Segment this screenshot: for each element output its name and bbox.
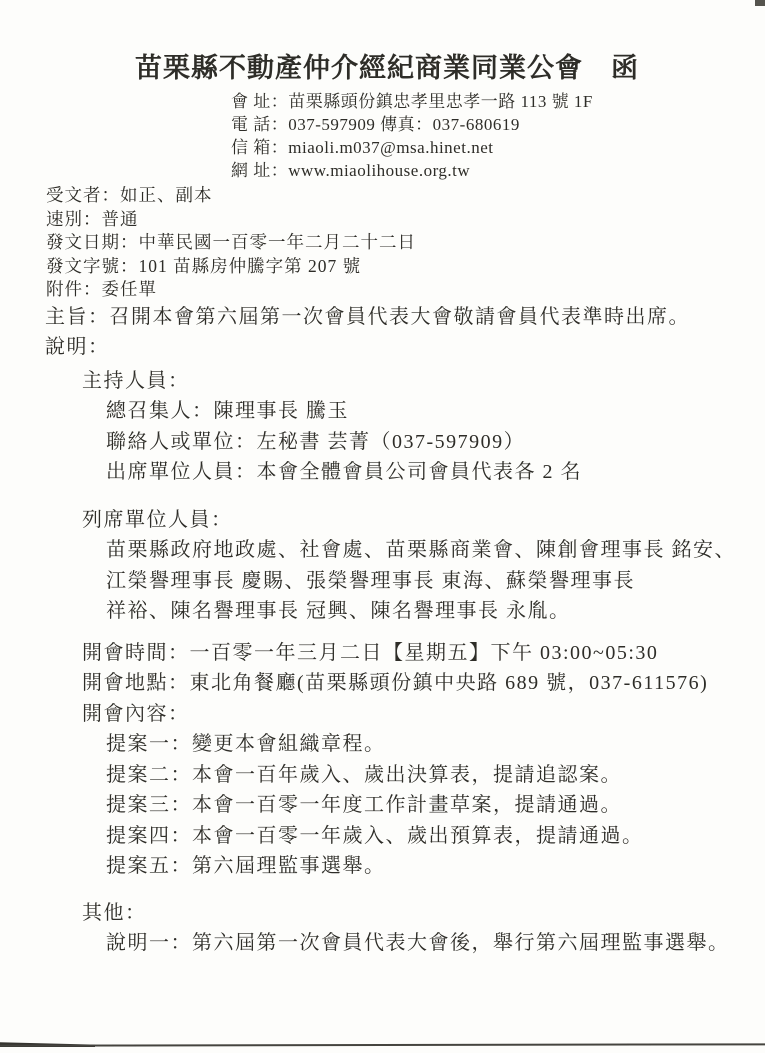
others-heading: 其他： [82, 901, 147, 924]
attachment-line: 附件：委任單 [46, 279, 157, 299]
meeting-place-line: 開會地點：東北角餐廳(苗栗縣頭份鎮中央路 689 號，037-611576) [82, 672, 709, 694]
host-personnel-heading: 主持人員： [82, 369, 190, 392]
document-title: 苗栗縣不動產仲介經紀商業同業公會 函 [135, 53, 639, 83]
observers-line-1: 苗栗縣政府地政處、社會處、苗栗縣商業會、陳創會理事長 銘安、 [106, 539, 736, 561]
recipient-line: 受文者：如正、副本 [46, 185, 213, 205]
reference-number-line: 發文字號：101 苗縣房仲騰字第 207 號 [46, 255, 362, 276]
meta-block [46, 184, 765, 302]
contact-address-line: 會 址：苗栗縣頭份鎮忠孝里忠孝一路 113 號 1F [231, 92, 593, 111]
speed-class-line: 速別：普通 [46, 208, 139, 229]
subject-line: 主旨：召開本會第六屆第一次會員代表大會敬請會員代表準時出席。 [45, 305, 690, 328]
contact-person-line: 聯絡人或單位：左秘書 芸菁（037-597909） [106, 430, 526, 453]
meeting-content-heading: 開會內容： [82, 702, 190, 725]
meeting-time-line: 開會時間：一百零一年三月二日【星期五】下午 03:00~05:30 [82, 641, 659, 664]
contact-website-line: 網 址：www.miaolihouse.org.tw [231, 161, 471, 180]
proposal-1-line: 提案一：變更本會組織章程。 [106, 733, 386, 755]
proposal-5-line: 提案五：第六屆理監事選舉。 [106, 855, 386, 877]
others-note-line: 說明一：第六屆第一次會員代表大會後，舉行第六屆理監事選舉。 [106, 932, 730, 954]
observers-line-3: 祥裕、陳名譽理事長 冠興、陳名譽理事長 永胤。 [106, 600, 571, 622]
issue-date-line: 發文日期：中華民國一百零一年二月二十二日 [46, 232, 416, 252]
proposal-3-line: 提案三：本會一百零一年度工作計畫草案，提請通過。 [106, 794, 622, 816]
explanation-heading: 說明： [45, 336, 110, 358]
attendees-line: 出席單位人員：本會全體會員公司會員代表各 2 名 [106, 461, 582, 483]
scan-artifact-bottom-line [0, 1043, 765, 1046]
observers-line-2: 江榮譽理事長 慶賜、張榮譽理事長 東海、蘇榮譽理事長 [106, 569, 635, 592]
proposal-4-line: 提案四：本會一百零一年歲入、歲出預算表，提請通過。 [106, 824, 644, 847]
contact-phone-fax-line: 電 話：037-597909 傳真：037-680619 [231, 115, 520, 134]
convener-line: 總召集人：陳理事長 騰玉 [106, 400, 349, 422]
contact-email-line: 信 箱：miaoli.m037@msa.hinet.net [231, 138, 494, 157]
observers-heading: 列席單位人員： [82, 508, 233, 531]
letter-body [0, 302, 765, 959]
proposal-2-line: 提案二：本會一百年歲入、歲出決算表，提請追認案。 [106, 763, 622, 786]
contact-block [231, 90, 765, 182]
scan-artifact-top-right-mark [755, 0, 765, 6]
